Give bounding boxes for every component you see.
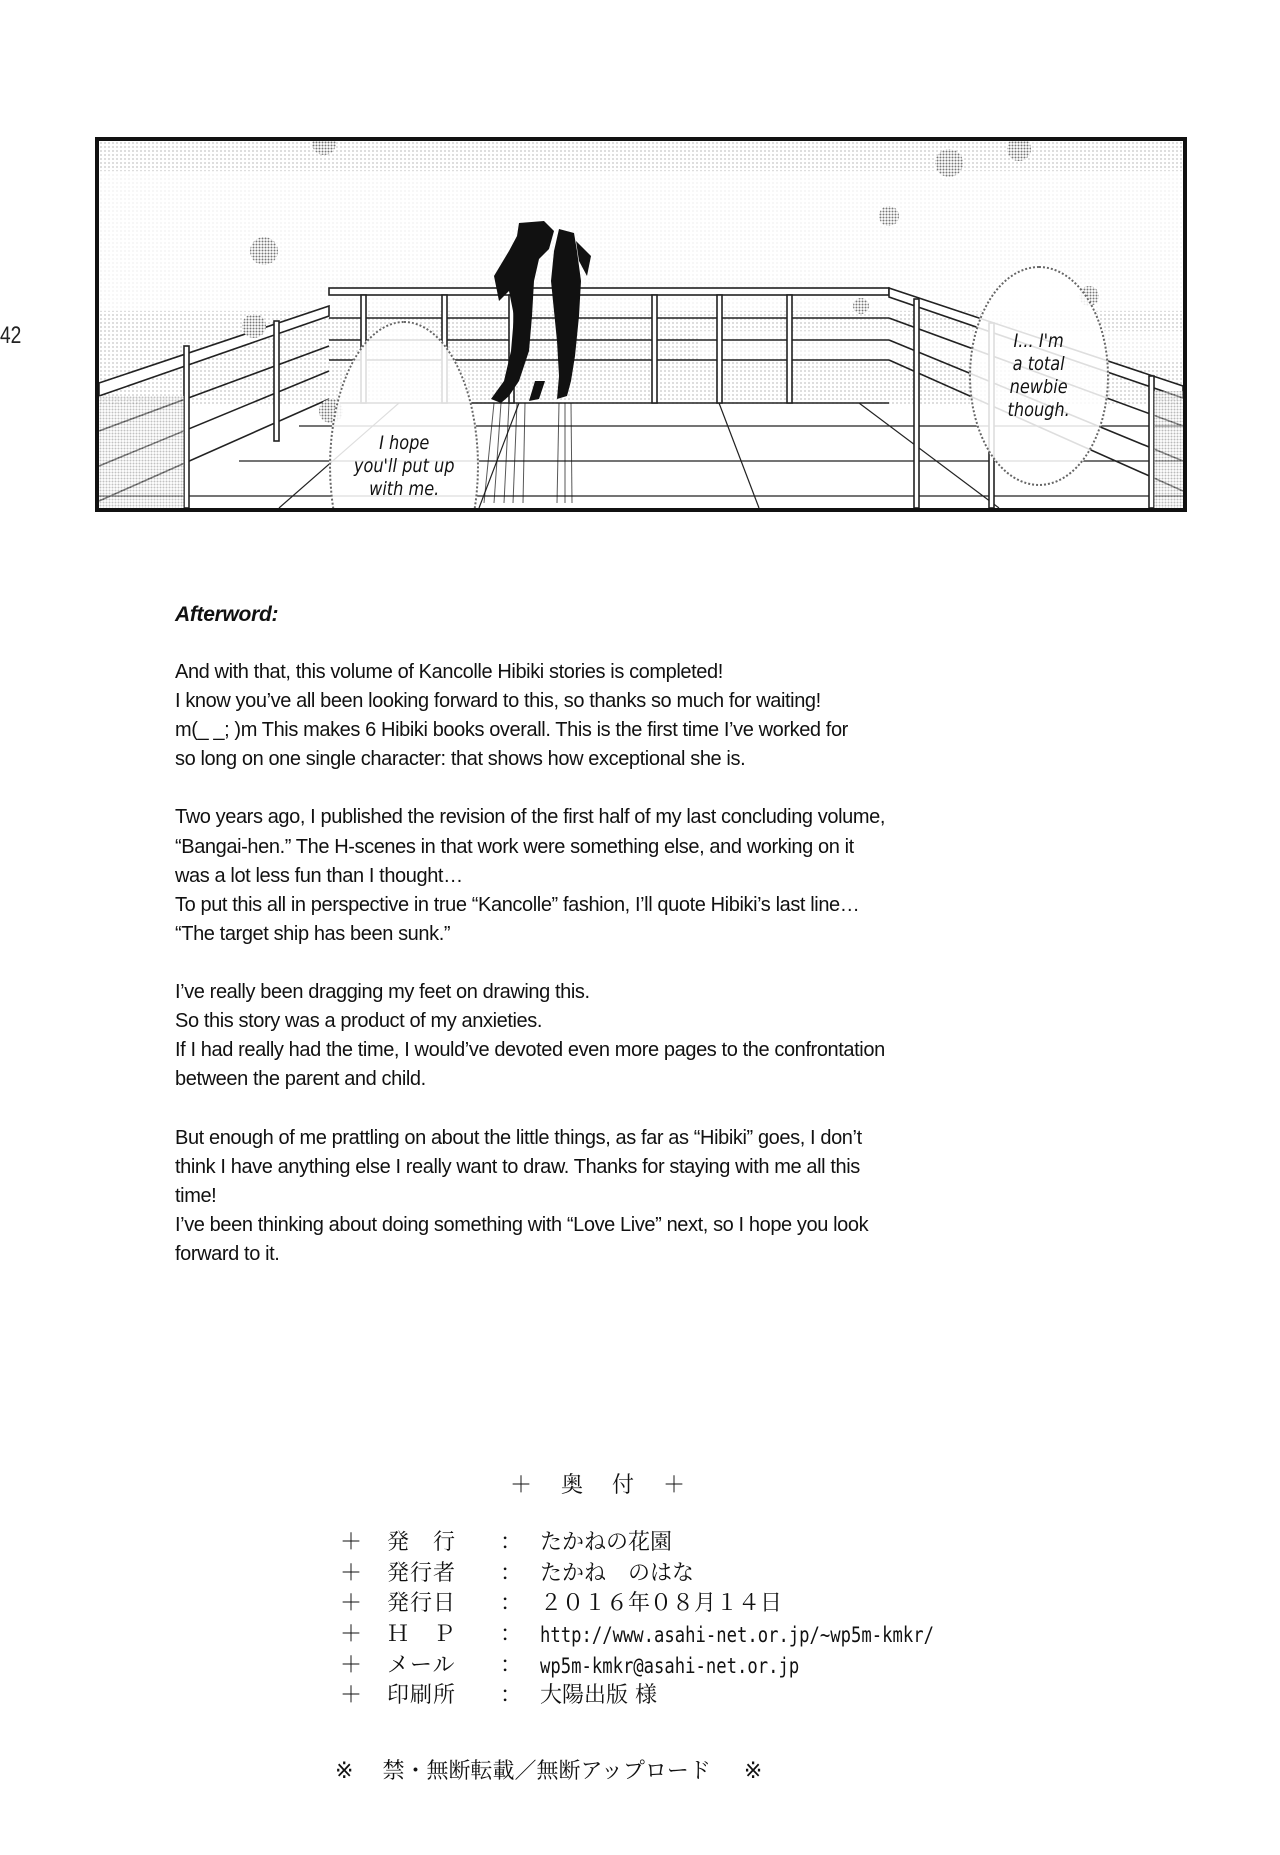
- row-label: 発行者: [387, 1560, 457, 1586]
- text-line: If I had really had the time, I would’ve devoted even more pages to the confrontation: [175, 1039, 885, 1062]
- afterword-paragraph: [175, 978, 975, 1094]
- row-label: 発 行: [387, 1530, 457, 1555]
- colophon-rows: [335, 1528, 1055, 1712]
- text-line: time!: [175, 1184, 217, 1207]
- afterword-title: Afterword:: [175, 603, 279, 626]
- text-line: Two years ago, I published the revision of the first half of my last concluding volume,: [175, 806, 886, 829]
- afterword-section: [175, 600, 975, 1298]
- text-line: m(_ _; )m This makes 6 Hibiki books overall. This is the first time I’ve worked for: [175, 719, 848, 742]
- colon: ：: [500, 1560, 523, 1586]
- reference-mark-icon: ※: [743, 1759, 763, 1784]
- text-line: So this story was a product of my anxieties.: [175, 1010, 543, 1033]
- copyright-notice: [335, 1754, 762, 1785]
- homepage-url: http://www.asahi-net.or.jp/~wp5m-kmkr/: [540, 1623, 934, 1648]
- colon: ：: [500, 1591, 523, 1617]
- plus-icon: ＋: [340, 1530, 363, 1555]
- plus-icon: ＋: [340, 1652, 363, 1678]
- row-value: たかね のはな: [540, 1560, 695, 1586]
- text-line: was a lot less fun than I thought…: [175, 864, 463, 887]
- text-line: “The target ship has been sunk.”: [175, 922, 451, 945]
- text-line: To put this all in perspective in true “Kancolle” fashion, I’ll quote Hibiki’s last line…: [175, 893, 860, 916]
- plus-icon: ＋: [340, 1683, 363, 1709]
- row-label: メール: [387, 1652, 456, 1678]
- colophon-title-char: 奥: [561, 1473, 584, 1498]
- row-value: ２０１６年０８月１４日: [540, 1591, 783, 1617]
- email-address: wp5m-kmkr@asahi-net.or.jp: [540, 1653, 800, 1678]
- row-label: 発行日: [387, 1591, 457, 1617]
- colophon-row-email: [335, 1651, 1055, 1682]
- text-line: But enough of me prattling on about the little things, as far as “Hibiki” goes, I don’t: [175, 1126, 862, 1149]
- row-value: たかねの花園: [540, 1530, 673, 1555]
- colon: ：: [500, 1652, 523, 1678]
- speech-text-right: I... I'm a total newbie though.: [1007, 330, 1071, 421]
- colon: ：: [500, 1530, 523, 1555]
- text-line: I’ve really been dragging my feet on drawing this.: [175, 981, 590, 1004]
- reference-mark-icon: ※: [335, 1759, 354, 1784]
- plus-icon: ＋: [340, 1591, 363, 1617]
- afterword-paragraph: [175, 658, 975, 774]
- text-line: “Bangai-hen.” The H-scenes in that work were something else, and working on it: [175, 835, 854, 858]
- plus-icon: ＋: [663, 1473, 686, 1498]
- text-line: And with that, this volume of Kancolle Hibiki stories is completed!: [175, 661, 723, 683]
- colophon-row-homepage: [335, 1620, 1055, 1651]
- text-line: forward to it.: [175, 1242, 280, 1265]
- manga-panel: [95, 137, 1187, 512]
- row-value: 大陽出版 様: [540, 1683, 657, 1709]
- colophon-row-publisher: [335, 1528, 1055, 1559]
- page-number: 42: [0, 322, 22, 349]
- speech-bubble-right: [969, 266, 1109, 486]
- colophon-title-char: 付: [612, 1473, 635, 1498]
- colon: ：: [500, 1683, 523, 1709]
- text-line: so long on one single character: that shows how exceptional she is.: [175, 748, 746, 771]
- plus-icon: ＋: [510, 1473, 533, 1498]
- colon: ：: [500, 1622, 523, 1648]
- plus-icon: ＋: [340, 1560, 363, 1586]
- text-line: think I have anything else I really want to draw. Thanks for staying with me all this: [175, 1155, 860, 1178]
- row-label: 印刷所: [387, 1683, 457, 1709]
- colophon-row-date: [335, 1589, 1055, 1620]
- speech-text-left: I hope you'll put up with me.: [353, 431, 455, 500]
- afterword-paragraph: [175, 803, 975, 948]
- colophon-row-issuer: [335, 1559, 1055, 1590]
- plus-icon: ＋: [340, 1622, 363, 1648]
- text-line: I know you’ve all been looking forward to this, so thanks so much for waiting!: [175, 690, 821, 713]
- colophon-header: [510, 1468, 707, 1499]
- text-line: I’ve been thinking about doing something with “Love Live” next, so I hope you look: [175, 1213, 869, 1236]
- afterword-paragraph: [175, 1124, 975, 1269]
- row-label: Ｈ Ｐ: [387, 1622, 457, 1648]
- notice-text: 禁・無断転載／無断アップロード: [382, 1759, 711, 1784]
- text-line: between the parent and child.: [175, 1068, 426, 1091]
- colophon-row-printer: [335, 1681, 1055, 1712]
